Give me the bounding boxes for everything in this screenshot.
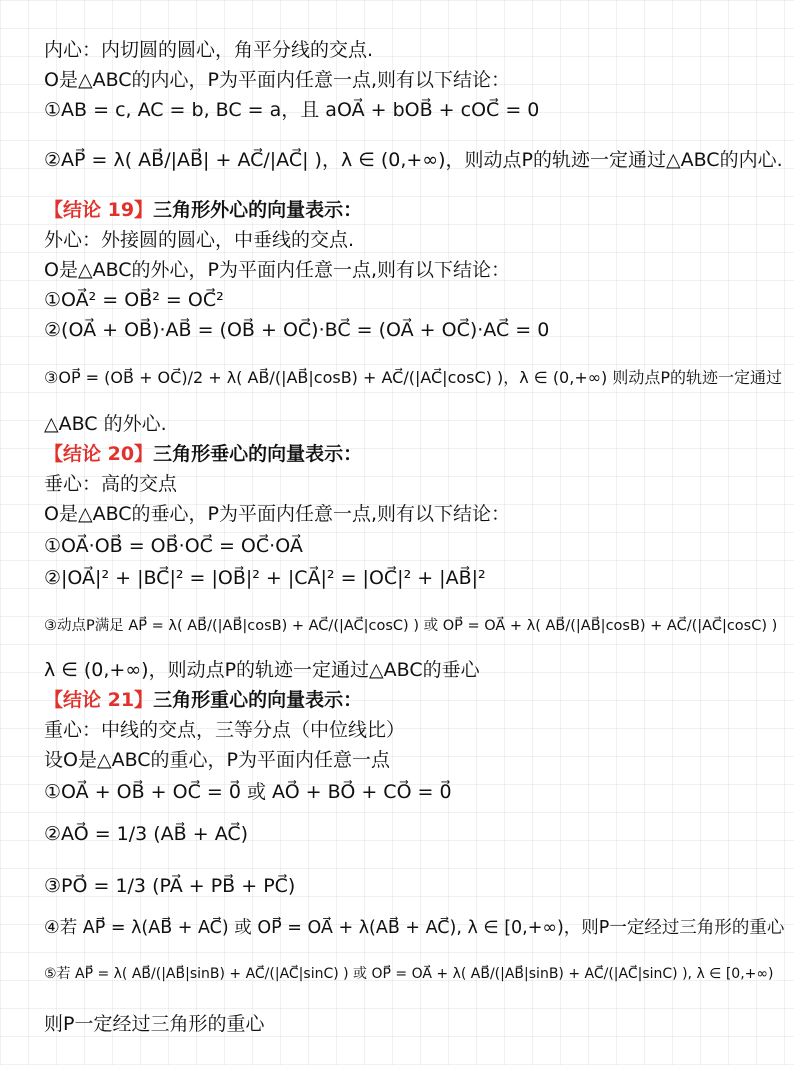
heading-title: 三角形垂心的向量表示： (153, 443, 363, 465)
circumcenter-result-3: ③OP⃗ = (OB⃗ + OC⃗)/2 + λ( AB⃗/(|AB⃗|cosB) + AC⃗/(|AC⃗|cosC) )，λ ∈ (0,+∞) 则动点P的轨迹一定通过 (44, 368, 783, 387)
orthocenter-result-3-cont: λ ∈ (0,+∞)，则动点P的轨迹一定通过△ABC的垂心 (44, 659, 480, 681)
heading-tag: 【结论 20】 (44, 443, 154, 465)
heading-tag: 【结论 21】 (44, 689, 154, 711)
incenter-result-1: ①AB = c, AC = b, BC = a，且 aOA⃗ + bOB⃗ + cOC⃗ = 0 (44, 99, 540, 121)
orthocenter-result-1: ①OA⃗·OB⃗ = OB⃗·OC⃗ = OC⃗·OA⃗ (44, 535, 303, 557)
circumcenter-result-2: ②(OA⃗ + OB⃗)·AB⃗ = (OB⃗ + OC⃗)·BC⃗ = (OA⃗ + OC⃗)·AC⃗ = 0 (44, 319, 550, 341)
circumcenter-result-1: ①OA⃗² = OB⃗² = OC⃗² (44, 289, 224, 311)
section-heading-19 (44, 198, 362, 222)
incenter-result-2: ②AP⃗ = λ( AB⃗/|AB⃗| + AC⃗/|AC⃗| )，λ ∈ (0,+∞)，则动点P的轨迹一定通过△ABC的内心. (44, 149, 783, 171)
heading-title: 三角形重心的向量表示： (153, 689, 363, 711)
centroid-result-2: ②AO⃗ = 1/3 (AB⃗ + AC⃗) (44, 823, 249, 845)
centroid-result-5: ⑤若 AP⃗ = λ( AB⃗/(|AB⃗|sinB) + AC⃗/(|AC⃗|sinC) ) 或 OP⃗ = OA⃗ + λ( AB⃗/(|AB⃗|sinB) + AC⃗/(|AC⃗|sinC) ), λ ∈ [0,+∞) (44, 966, 774, 982)
heading-tag: 【结论 19】 (44, 199, 154, 221)
section-heading-21 (44, 688, 362, 712)
section-heading-20 (44, 442, 362, 466)
incenter-premise: O是△ABC的内心，P为平面内任意一点,则有以下结论： (44, 69, 511, 91)
centroid-result-3: ③PO⃗ = 1/3 (PA⃗ + PB⃗ + PC⃗) (44, 875, 296, 897)
circumcenter-result-3-cont: △ABC 的外心. (44, 413, 167, 435)
heading-title: 三角形外心的向量表示： (153, 199, 363, 221)
orthocenter-premise: O是△ABC的垂心，P为平面内任意一点,则有以下结论： (44, 503, 511, 525)
orthocenter-result-3: ③动点P满足 AP⃗ = λ( AB⃗/(|AB⃗|cosB) + AC⃗/(|AC⃗|cosC) ) 或 OP⃗ = OA⃗ + λ( AB⃗/(|AB⃗|cosB) + AC⃗/(|AC⃗|cosC) ) (44, 618, 778, 634)
incenter-definition: 内心：内切圆的圆心，角平分线的交点. (44, 39, 374, 61)
circumcenter-premise: O是△ABC的外心，P为平面内任意一点,则有以下结论： (44, 259, 511, 281)
orthocenter-result-2: ②|OA⃗|² + |BC⃗|² = |OB⃗|² + |CA⃗|² = |OC⃗|² + |AB⃗|² (44, 567, 486, 589)
centroid-premise: 设O是△ABC的重心，P为平面内任意一点 (44, 749, 390, 771)
orthocenter-definition: 垂心：高的交点 (44, 473, 178, 495)
centroid-result-5-cont: 则P一定经过三角形的重心 (44, 1013, 265, 1035)
centroid-result-1: ①OA⃗ + OB⃗ + OC⃗ = 0⃗ 或 AO⃗ + BO⃗ + CO⃗ = 0⃗ (44, 781, 452, 803)
centroid-result-4: ④若 AP⃗ = λ(AB⃗ + AC⃗) 或 OP⃗ = OA⃗ + λ(AB⃗ + AC⃗), λ ∈ [0,+∞)，则P一定经过三角形的重心 (44, 918, 785, 938)
circumcenter-definition: 外心：外接圆的圆心，中垂线的交点. (44, 229, 355, 251)
centroid-definition: 重心：中线的交点，三等分点（中位线比） (44, 719, 406, 741)
